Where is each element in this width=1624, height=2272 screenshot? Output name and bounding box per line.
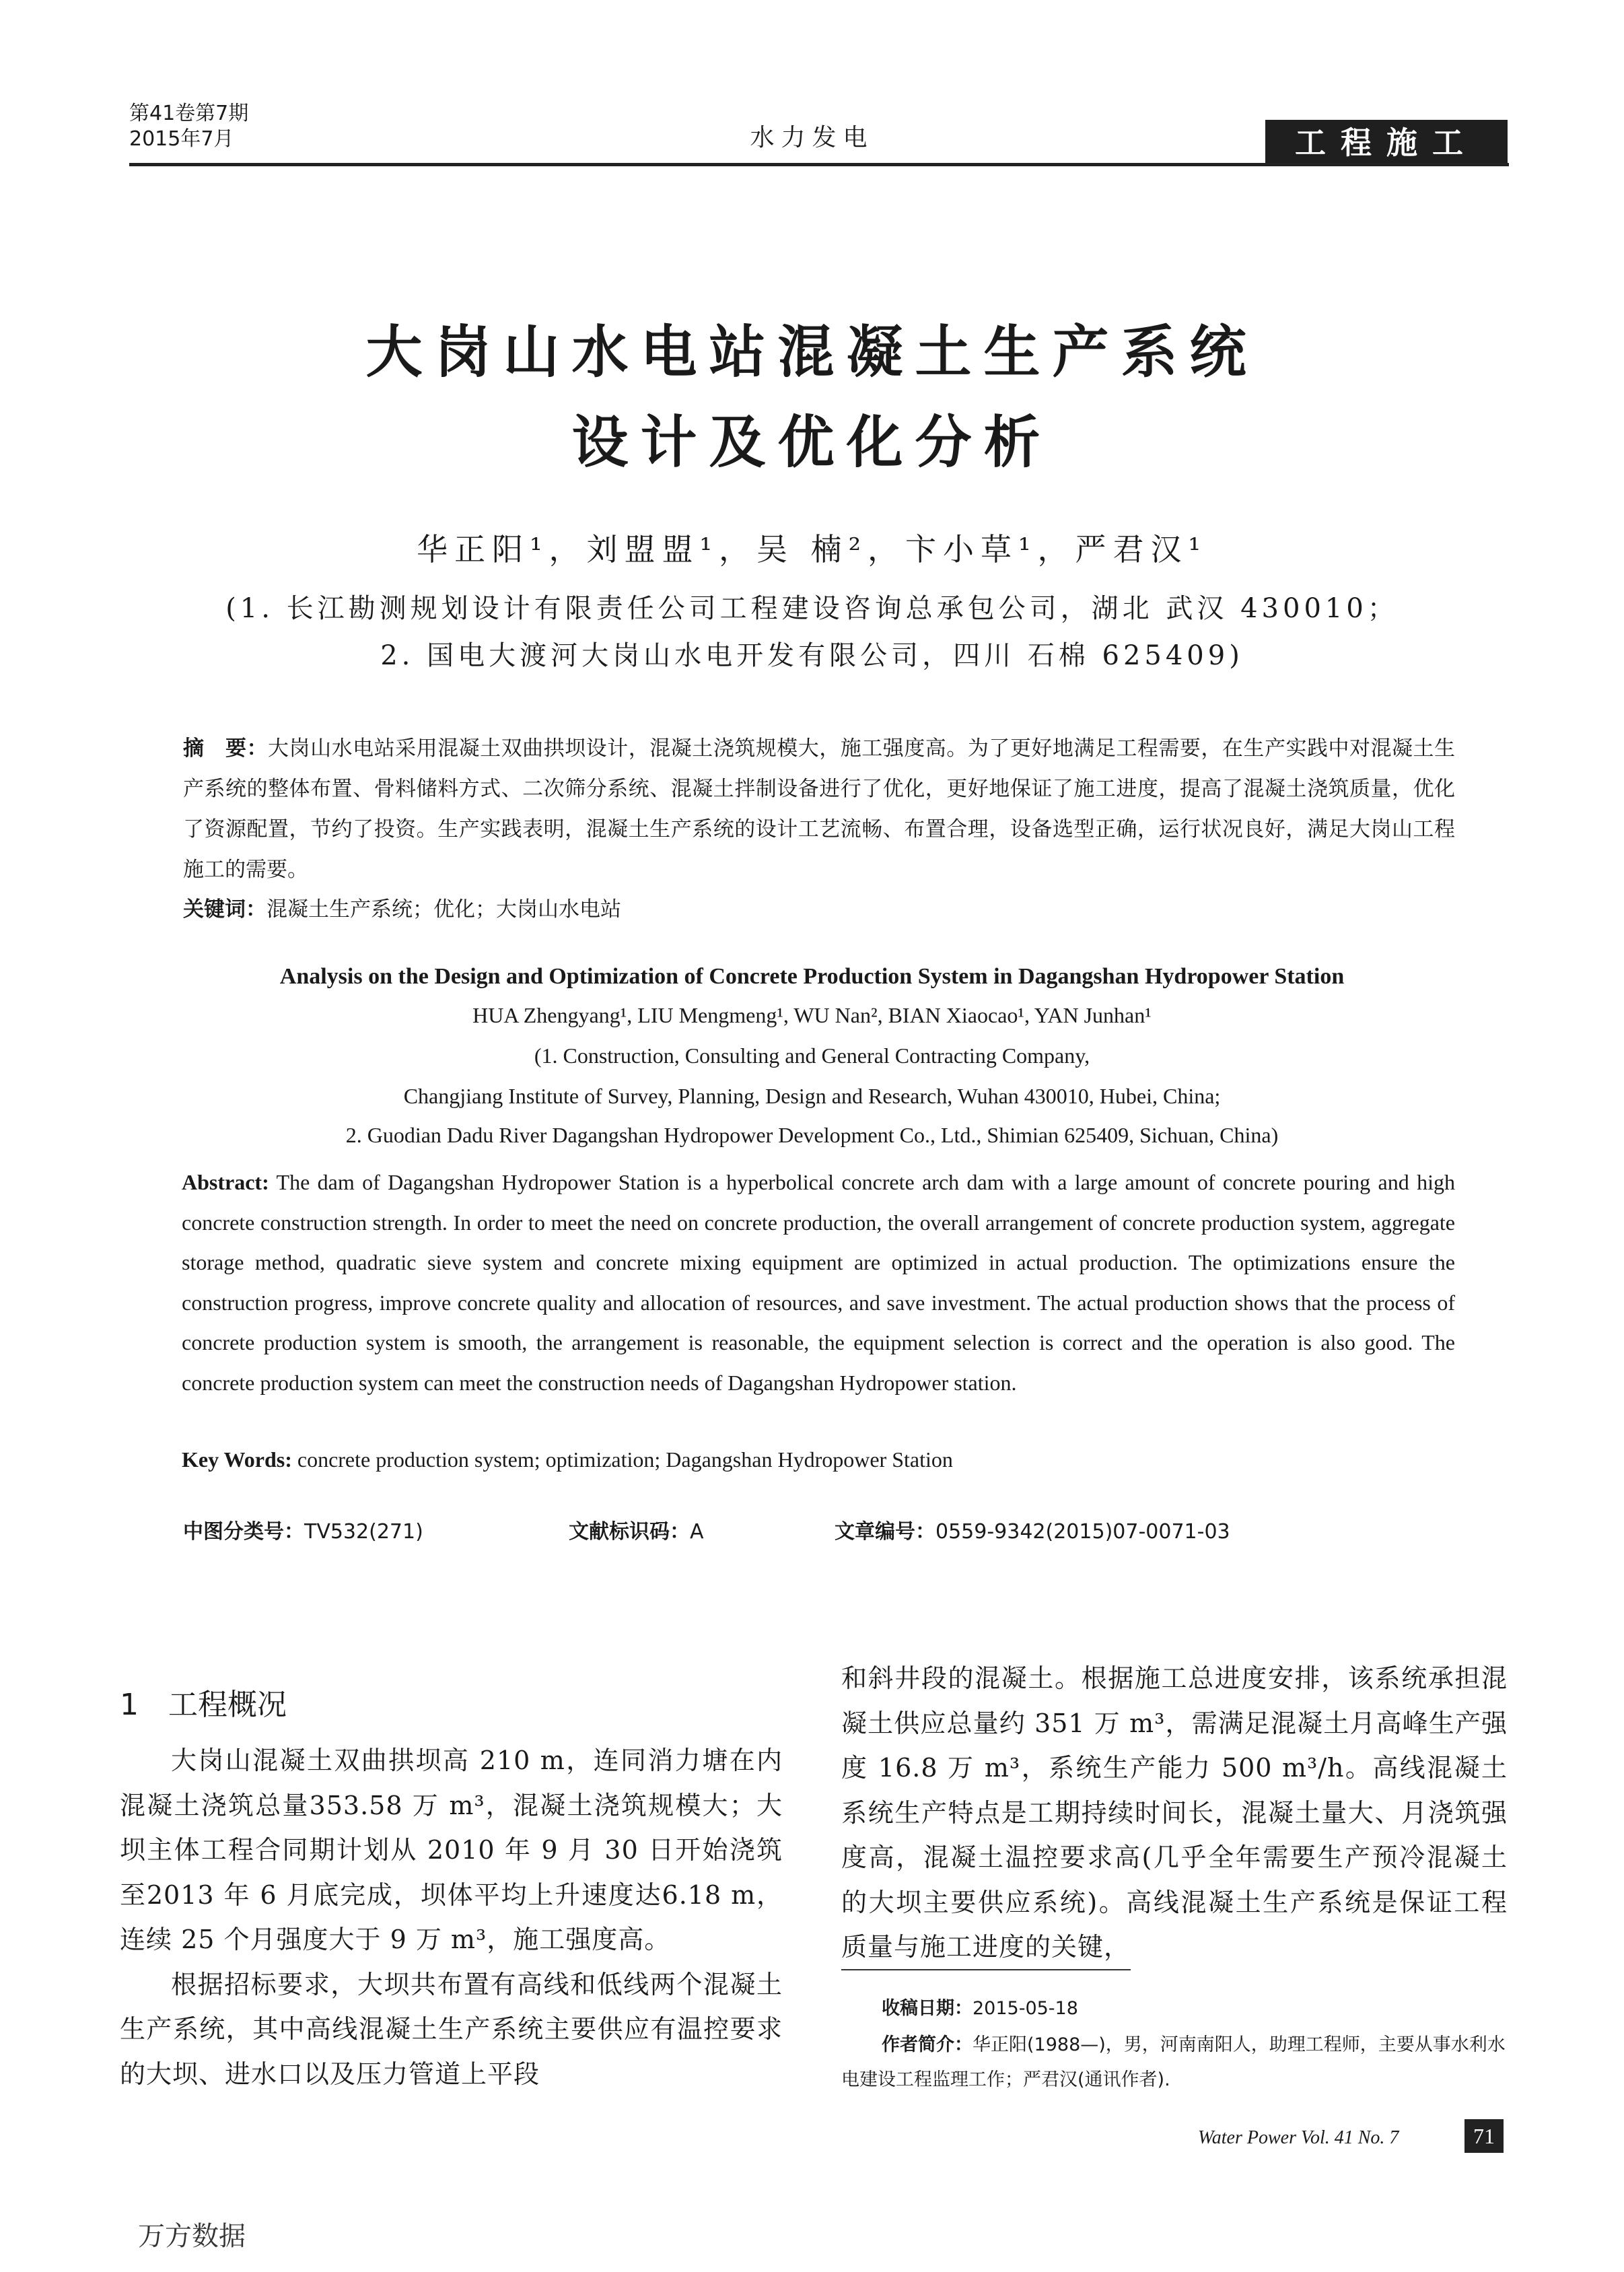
cn-keywords-text: 混凝土生产系统；优化；大岗山水电站 <box>267 897 621 922</box>
received-value: 2015-05-18 <box>973 1998 1078 2019</box>
clc-number <box>183 1515 423 1544</box>
author-bio-text: 华正阳(1988—)，男，河南南阳人，助理工程师，主要从事水利水电建设工程监理工作；严君汉(通讯作者). <box>841 2034 1506 2090</box>
received-label: 收稿日期： <box>882 1998 973 2019</box>
watermark: 万方数据 <box>138 2221 246 2252</box>
article-number-value: 0559-9342(2015)07-0071-03 <box>935 1520 1230 1544</box>
journal-name: 水力发电 <box>750 124 874 151</box>
author-list: 华正阳¹，刘盟盟¹，吴 楠²，卞小草¹，严君汉¹ <box>417 531 1207 567</box>
doc-code <box>569 1515 704 1544</box>
affiliation-line1: (1. 长江勘测规划设计有限责任公司工程建设咨询总承包公司，湖北 武汉 430010； <box>225 593 1399 624</box>
en-title: Analysis on the Design and Optimization of Concrete Production System in Dagangshan Hydropower Station <box>279 964 1345 989</box>
paper-title-line1: 大岗山水电站混凝土生产系统 <box>365 319 1259 385</box>
left-column <box>120 1738 783 2096</box>
en-affiliation-line1: (1. Construction, Consulting and General Contracting Company, <box>534 1043 1090 1068</box>
doc-code-value: A <box>690 1520 704 1544</box>
clc-label: 中图分类号： <box>183 1520 304 1544</box>
footnote-rule <box>841 1969 1131 1970</box>
article-number-label: 文章编号： <box>835 1520 935 1544</box>
issue-volume: 第41卷第7期 <box>129 102 249 125</box>
cn-keywords <box>183 892 621 922</box>
body-paragraph: 根据招标要求，大坝共布置有高线和低线两个混凝土生产系统，其中高线混凝土生产系统主要供应有温控要求的大坝、进水口以及压力管道上平段 <box>120 1969 783 2089</box>
body-paragraph: 和斜井段的混凝土。根据施工总进度安排，该系统承担混凝土供应总量约 351 万 m³，需满足混凝土月高峰生产强度 16.8 万 m³，系统生产能力 500 m³/h。高线混凝土系统生产特点是工期持续时间长，混凝土量大、月浇筑强度高，混凝土温控要求高(几乎全年需要生产预冷混凝土的大坝主要供应系统)。高线混凝土生产系统是保证工程质量与施工进度的关键， <box>841 1663 1508 1962</box>
right-column <box>841 1656 1508 1970</box>
en-affiliation-line2: Changjiang Institute of Survey, Planning, Design and Research, Wuhan 430010, Hubei, China; <box>403 1084 1221 1108</box>
received-date <box>841 1991 1508 2026</box>
article-number <box>835 1515 1230 1544</box>
en-authors: HUA Zhengyang¹, LIU Mengmeng¹, WU Nan², BIAN Xiaocao¹, YAN Junhan¹ <box>472 1003 1152 1027</box>
cn-abstract <box>183 728 1455 890</box>
cn-abstract-label: 摘 要： <box>183 736 269 761</box>
cn-keywords-label: 关键词： <box>183 897 267 922</box>
section-tag: 工程施工 <box>1265 120 1508 166</box>
section-heading: 1 工程概况 <box>120 1688 287 1722</box>
issue-date: 2015年7月 <box>129 127 234 151</box>
clc-value: TV532(271) <box>304 1520 423 1544</box>
en-abstract-text: The dam of Dagangshan Hydropower Station is a hyperbolical concrete arch dam with a large amount of concrete pouring and high concrete construction strength. In order to meet the need on concrete production, the overall arrangement of concrete production system, aggregate storage method, quadratic sieve system and concrete mixing equipment are optimized in actual production. The optimizations ensure the construction progress, improve concrete quality and allocation of resources, and save investment. The actual production shows that the process of concrete production system is smooth, the arrangement is reasonable, the equipment selection is correct and the operation is also good. The concrete production system can meet the construction needs of Dagangshan Hydropower station. <box>182 1170 1456 1395</box>
en-keywords-text: concrete production system; optimization; Dagangshan Hydropower Station <box>297 1447 953 1472</box>
en-keywords-label: Key Words: <box>182 1447 292 1472</box>
doc-code-label: 文献标识码： <box>569 1520 690 1544</box>
en-affiliation-line3: 2. Guodian Dadu River Dagangshan Hydropower Development Co., Ltd., Shimian 625409, Sichuan, China) <box>345 1123 1279 1147</box>
author-bio-label: 作者简介： <box>882 2034 973 2055</box>
en-keywords <box>182 1447 953 1472</box>
cn-abstract-text: 大岗山水电站采用混凝土双曲拱坝设计，混凝土浇筑规模大，施工强度高。为了更好地满足工程需要，在生产实践中对混凝土生产系统的整体布置、骨料储料方式、二次筛分系统、混凝土拌制设备进行了优化，更好地保证了施工进度，提高了混凝土浇筑质量，优化了资源配置，节约了投资。生产实践表明，混凝土生产系统的设计工艺流畅、布置合理，设备选型正确，运行状况良好，满足大岗山工程施工的需要。 <box>183 736 1456 882</box>
page-number: 71 <box>1464 2119 1504 2153</box>
header-rule <box>129 163 1509 166</box>
paper-title-line2: 设计及优化分析 <box>571 409 1053 475</box>
author-bio <box>841 2028 1508 2098</box>
en-abstract-label: Abstract: <box>182 1170 269 1194</box>
en-abstract <box>182 1163 1455 1403</box>
footer-journal-issue: Water Power Vol. 41 No. 7 <box>1198 2127 1399 2148</box>
affiliation-line2: 2. 国电大渡河大岗山水电开发有限公司，四川 石棉 625409) <box>380 640 1244 671</box>
body-paragraph: 大岗山混凝土双曲拱坝高 210 m，连同消力塘在内混凝土浇筑总量353.58 万 m³，混凝土浇筑规模大；大坝主体工程合同期计划从 2010 年 9 月 30 日开始浇筑至2013 年 6 月底完成，坝体平均上升速度达6.18 m，连续 25 个月强度大于 9 万 m³，施工强度高。 <box>120 1746 783 1954</box>
